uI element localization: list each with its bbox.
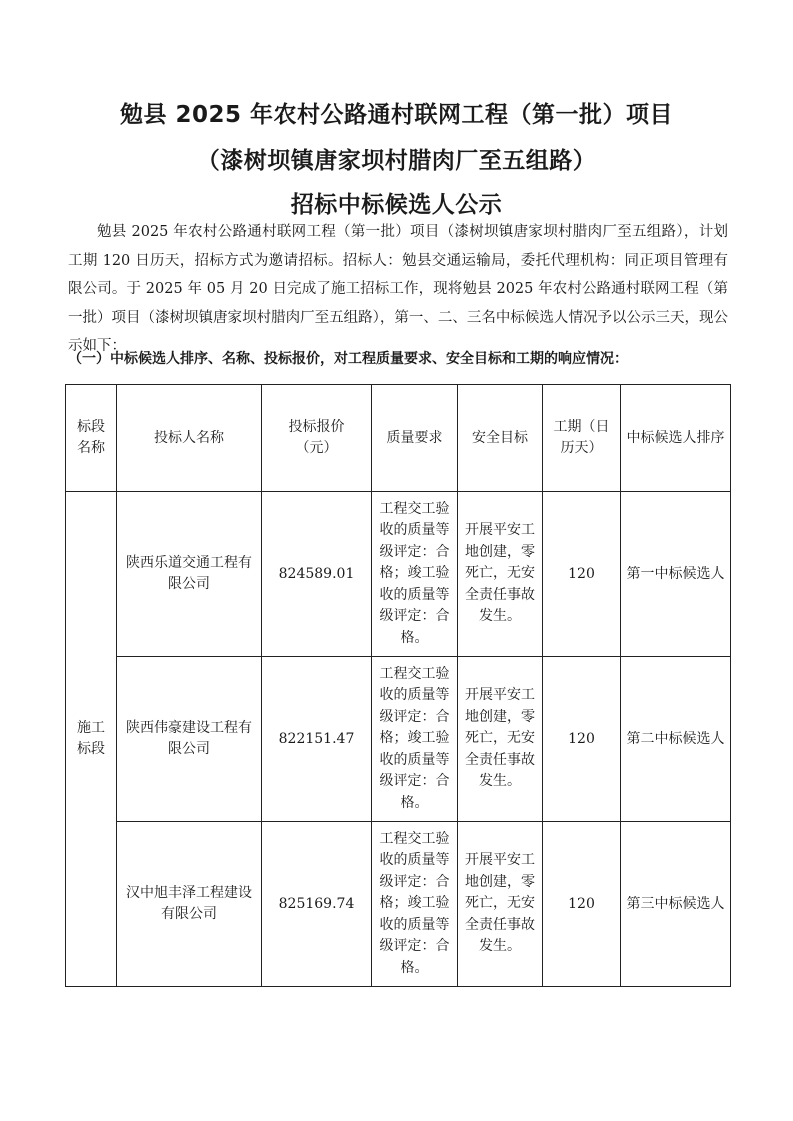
quality-cell: 工程交工验收的质量等级评定：合格；竣工验收的质量等级评定：合格。 <box>372 657 458 822</box>
safety-cell: 开展平安工地创建，零死亡，无安全责任事故发生。 <box>458 657 543 822</box>
table-header-row <box>66 385 731 492</box>
period-cell: 120 <box>543 822 621 987</box>
safety-cell: 开展平安工地创建，零死亡，无安全责任事故发生。 <box>458 492 543 657</box>
bid-price-cell: 822151.47 <box>262 657 372 822</box>
bid-price-cell: 824589.01 <box>262 492 372 657</box>
bidder-name-cell: 陕西乐道交通工程有限公司 <box>117 492 262 657</box>
table-row <box>66 492 731 657</box>
header-quality-requirement: 质量要求 <box>372 385 458 492</box>
header-bidder-name: 投标人名称 <box>117 385 262 492</box>
header-construction-period: 工期（日历天） <box>543 385 621 492</box>
table-row <box>66 822 731 987</box>
document-title-line-3: 招标中标候选人公示 <box>290 192 503 218</box>
header-safety-target: 安全目标 <box>458 385 543 492</box>
section-heading: （一）中标候选人排序、名称、投标报价，对工程质量要求、安全目标和工期的响应情况： <box>68 351 628 367</box>
period-cell: 120 <box>543 492 621 657</box>
safety-cell: 开展平安工地创建，零死亡，无安全责任事故发生。 <box>458 822 543 987</box>
intro-paragraph: 勉县 2025 年农村公路通村联网工程（第一批）项目（漆树坝镇唐家坝村腊肉厂至五组路），计划工期 120 日历天，招标方式为邀请招标。招标人：勉县交通运输局，委托代理机构：同正项目管理有限公司。于 2025 年 05 月 20 日完成了施工招标工作，现将勉县 2025 年农村公路通村联网工程（第一批）项目（漆树坝镇唐家坝村腊肉厂至五组路），第一、二、三名中标候选人情况予以公示三天，现公示如下： <box>68 224 728 355</box>
candidate-table <box>65 384 731 987</box>
section-name-cell: 施工标段 <box>66 492 117 987</box>
quality-cell: 工程交工验收的质量等级评定：合格；竣工验收的质量等级评定：合格。 <box>372 492 458 657</box>
table-row <box>66 657 731 822</box>
header-candidate-rank: 中标候选人排序 <box>621 385 731 492</box>
rank-cell: 第二中标候选人 <box>621 657 731 822</box>
rank-cell: 第一中标候选人 <box>621 492 731 657</box>
document-title-line-2: （漆树坝镇唐家坝村腊肉厂至五组路） <box>196 148 597 174</box>
bidder-name-cell: 汉中旭丰泽工程建设有限公司 <box>117 822 262 987</box>
header-bid-price: 投标报价（元） <box>262 385 372 492</box>
header-section-name: 标段名称 <box>66 385 117 492</box>
document-title-line-1: 勉县 2025 年农村公路通村联网工程（第一批）项目 <box>119 102 674 128</box>
rank-cell: 第三中标候选人 <box>621 822 731 987</box>
quality-cell: 工程交工验收的质量等级评定：合格；竣工验收的质量等级评定：合格。 <box>372 822 458 987</box>
bid-price-cell: 825169.74 <box>262 822 372 987</box>
bidder-name-cell: 陕西伟豪建设工程有限公司 <box>117 657 262 822</box>
period-cell: 120 <box>543 657 621 822</box>
